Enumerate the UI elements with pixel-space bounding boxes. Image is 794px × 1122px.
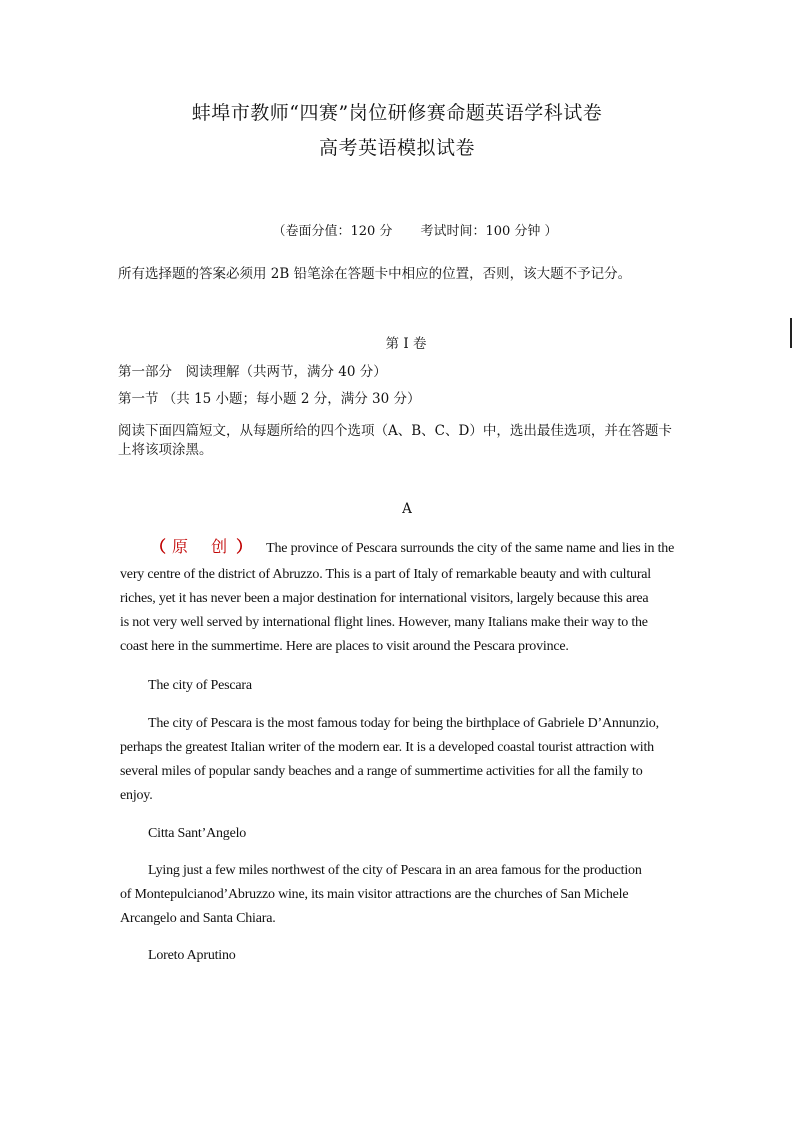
passage-line: of Montepulcianod’Abruzzo wine, its main visitor attractions are the churches of San Michele [120, 887, 629, 902]
passage-line: The province of Pescara surrounds the city of the same name and lies in the [266, 541, 675, 556]
section-heading: 第一节 （共 15 小题；每小题 2 分，满分 30 分） [118, 391, 421, 407]
answer-notice: 所有选择题的答案必须用 2B 铅笔涂在答题卡中相应的位置，否则，该大题不予记分。 [118, 266, 632, 282]
time-info: 考试时间：100 分钟 ） [420, 224, 558, 239]
exam-info [0, 220, 794, 239]
passage-line: Arcangelo and Santa Chiara. [120, 911, 276, 926]
score-info: （卷面分值：120 分 [272, 224, 393, 239]
passage-line: Lying just a few miles northwest of the city of Pescara in an area famous for the production [148, 863, 642, 878]
passage-letter: A [402, 501, 412, 517]
passage-first-line [150, 534, 710, 557]
place-heading: Loreto Aprutino [148, 948, 236, 963]
passage-line: several miles of popular sandy beaches and a range of summertime activities for all the family to [120, 764, 643, 779]
original-tag: （原 创） [150, 537, 259, 556]
margin-mark [790, 318, 792, 348]
part-heading: 第一部分 阅读理解（共两节，满分 40 分） [118, 364, 387, 380]
passage-line: perhaps the greatest Italian writer of the modern ear. It is a developed coastal tourist attraction with [120, 740, 654, 755]
exam-title: 蚌埠市教师“四赛”岗位研修赛命题英语学科试卷 [191, 102, 603, 124]
passage-line: very centre of the district of Abruzzo. This is a part of Italy of remarkable beauty and with cultural [120, 567, 651, 582]
passage-line: coast here in the summertime. Here are places to visit around the Pescara province. [120, 639, 569, 654]
passage-line: The city of Pescara is the most famous today for being the birthplace of Gabriele D’Annunzio, [148, 716, 659, 731]
exam-subtitle: 高考英语模拟试卷 [318, 137, 475, 159]
passage-line: enjoy. [120, 788, 153, 803]
passage-line: riches, yet it has never been a major destination for international visitors, largely because this area [120, 591, 649, 606]
place-heading: Citta Sant’Angelo [148, 826, 247, 841]
passage-line: is not very well served by international flight lines. However, many Italians make their way to the [120, 615, 648, 630]
reading-instructions: 阅读下面四篇短文，从每题所给的四个选项（A、B、C、D）中，选出最佳选项，并在答题卡上将该项涂黑。 [118, 423, 672, 458]
volume-title: 第 I 卷 [385, 336, 427, 352]
place-heading: The city of Pescara [148, 678, 252, 693]
